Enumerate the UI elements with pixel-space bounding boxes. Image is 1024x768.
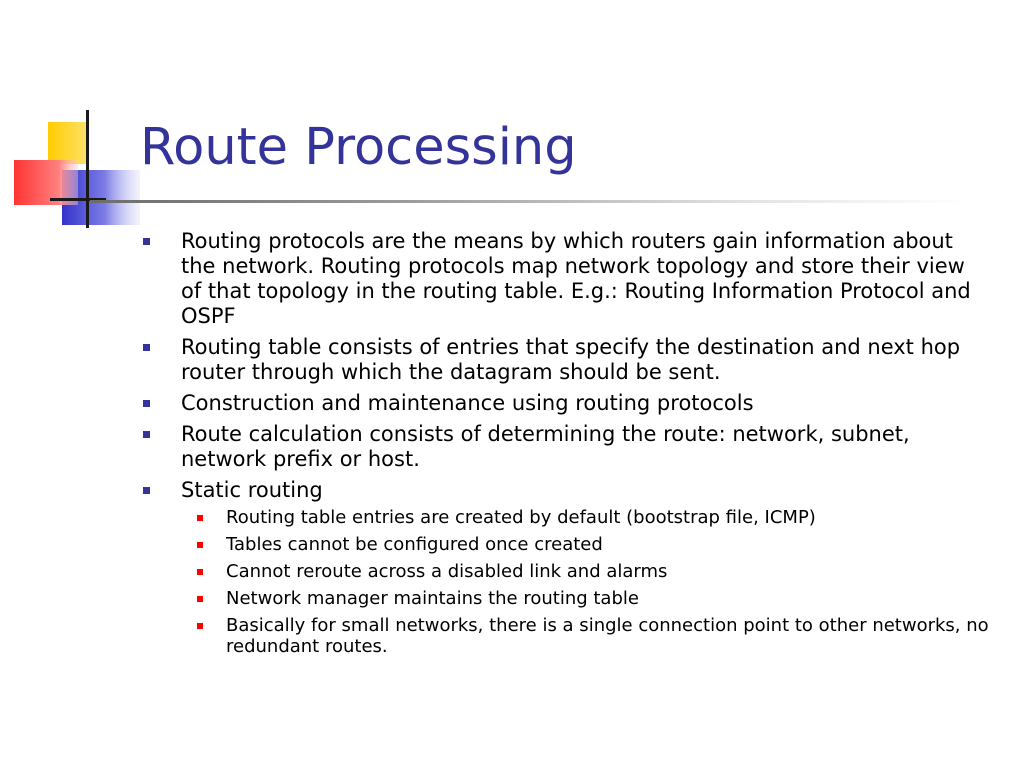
bullet-text: Construction and maintenance using routing protocols (181, 391, 754, 415)
sub-bullet-item (181, 561, 990, 582)
red-square-bullet-icon (197, 623, 203, 629)
square-bullet-icon (143, 431, 150, 438)
sub-bullet-item (181, 534, 990, 555)
bullet-text: Static routing (181, 478, 323, 502)
bullet-item (140, 335, 990, 385)
sub-bullet-list (181, 507, 990, 657)
slide-title: Route Processing (140, 118, 577, 177)
sub-bullet-text: Network manager maintains the routing table (226, 588, 639, 609)
bullet-item (140, 422, 990, 472)
square-bullet-icon (143, 400, 150, 407)
bullet-text: Routing protocols are the means by which routers gain information about the network. Routing protocols map network topology and store their view of that topology in the routing table. E.g.: Routing Information Protocol and OSPF (181, 229, 971, 328)
sub-bullet-text: Tables cannot be configured once created (226, 534, 603, 555)
sub-bullet-item (181, 588, 990, 609)
red-square-bullet-icon (197, 542, 203, 548)
red-square-bullet-icon (197, 515, 203, 521)
bullet-item (140, 478, 990, 657)
sub-bullet-item (181, 507, 990, 528)
red-square-bullet-icon (197, 596, 203, 602)
sub-bullet-text: Cannot reroute across a disabled link and alarms (226, 561, 668, 582)
bullet-item (140, 229, 990, 329)
square-bullet-icon (143, 238, 150, 245)
red-square-bullet-icon (197, 569, 203, 575)
bullet-text: Route calculation consists of determining the route: network, subnet, network prefix or host. (181, 422, 910, 471)
sub-bullet-text: Basically for small networks, there is a single connection point to other networks, no redundant routes. (226, 615, 989, 657)
sub-bullet-item (181, 615, 990, 657)
bullet-item (140, 391, 990, 416)
corner-logo-icon (0, 0, 150, 240)
sub-bullet-text: Routing table entries are created by default (bootstrap file, ICMP) (226, 507, 816, 528)
square-bullet-icon (143, 487, 150, 494)
title-divider (90, 200, 970, 203)
bullet-text: Routing table consists of entries that specify the destination and next hop router through which the datagram should be sent. (181, 335, 961, 384)
square-bullet-icon (143, 344, 150, 351)
bullet-list (140, 229, 990, 663)
